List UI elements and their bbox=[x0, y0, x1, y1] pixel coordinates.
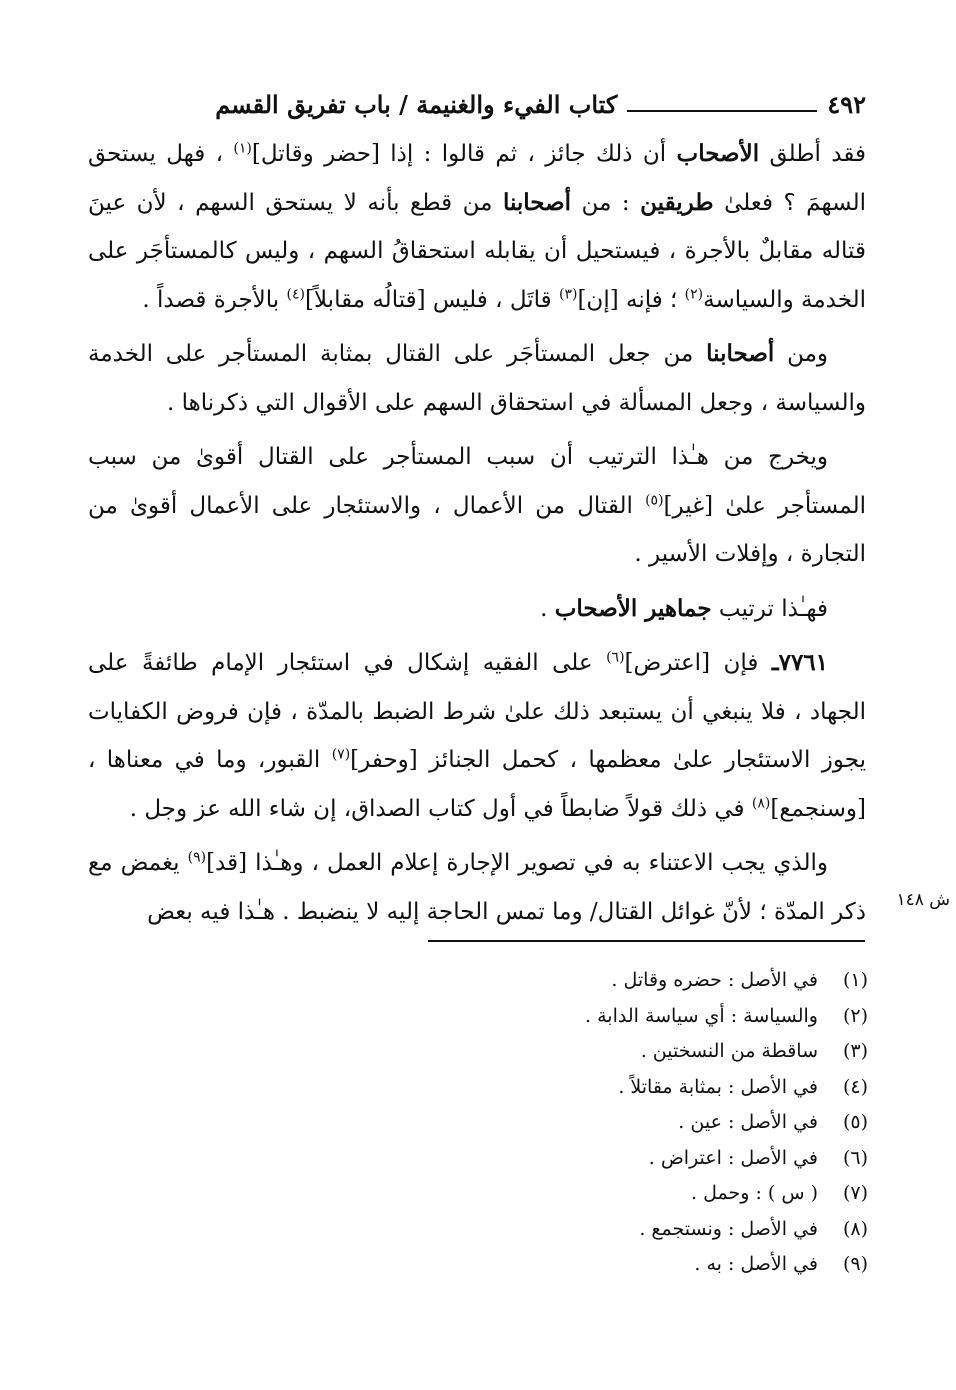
text-run: في ذلك قولاً ضابطاً في أول كتاب الصداق، إن شاء الله عز وجل . bbox=[129, 795, 752, 822]
footnote-text: في الأصل : عين . bbox=[678, 1111, 818, 1133]
footnote-number: (٢) bbox=[842, 1004, 868, 1027]
footnote-text: في الأصل : حضره وقاتل . bbox=[611, 969, 818, 991]
footnote-number: (٦) bbox=[842, 1146, 868, 1169]
bold-term: أصحابنا bbox=[706, 340, 775, 367]
paragraph-3 bbox=[88, 433, 866, 579]
main-text bbox=[88, 130, 866, 942]
paragraph-6 bbox=[88, 839, 866, 936]
bold-term: الأصحاب bbox=[676, 140, 760, 167]
footnote-ref: (١) bbox=[233, 140, 252, 157]
footnote-item bbox=[500, 999, 868, 1035]
footnote-item bbox=[500, 1034, 868, 1070]
text-run: القبور، وما في معناها ، [وسنجمع] bbox=[88, 747, 866, 822]
bold-term: طريقين bbox=[640, 188, 714, 216]
paragraph-5 bbox=[88, 639, 866, 833]
text-run: من قطع بأنه لا يستحق السهم ، لأن عينَ قتاله مقابلٌ بالأجرة ، فيستحيل أن يقابله استحقاقُ السهم ، وليس كالمستأجَر على الخدمة والسياسة bbox=[88, 189, 866, 313]
manuscript-folio-note: ش ١٤٨ bbox=[896, 890, 950, 910]
text-run: يغمض مع ذكر المدّة ؛ لأنّ غوائل القتال/ وما تمس الحاجة إليه لا ينضبط . هـٰذا فيه بعض bbox=[88, 850, 866, 925]
text-run: بالأجرة قصداً . bbox=[142, 286, 287, 313]
text-run: فقد أطلق bbox=[759, 141, 866, 167]
header-rule bbox=[627, 96, 817, 112]
footnote-ref: (٨) bbox=[751, 794, 771, 811]
footnote-number: (٥) bbox=[842, 1111, 868, 1133]
footnote-text: في الأصل : ونستجمع . bbox=[639, 1217, 818, 1240]
running-title: كتاب الفيء والغنيمة / باب تفريق القسم bbox=[215, 89, 618, 119]
text-run: من جعل المستأجَر على القتال بمثابة المستأجر على الخدمة والسياسة ، وجعل المسألة في استحقاق السهم على الأقوال التي ذكرناها . bbox=[88, 341, 866, 416]
footnote-ref: (٢) bbox=[684, 285, 704, 302]
text-run: ويخرج من هـٰذا الترتيب أن سبب المستأجر على القتال أقوىٰ من سبب المستأجر علىٰ [غير] bbox=[88, 444, 866, 519]
footnotes-list bbox=[500, 963, 868, 1283]
section-number: ٧٧٦١ـ bbox=[771, 649, 829, 676]
text-run: والذي يجب الاعتناء به في تصوير الإجارة إعلام العمل ، وهـٰذا [قد] bbox=[206, 850, 828, 876]
footnote-ref: (٤) bbox=[286, 285, 305, 302]
footnote-item bbox=[500, 1141, 868, 1177]
text-run: ومن bbox=[774, 341, 829, 367]
footnote-text: في الأصل : بمثابة مقاتلاً . bbox=[618, 1075, 818, 1098]
footnote-text: ( س ) : وحمل . bbox=[691, 1182, 818, 1204]
footnote-text: والسياسة : أي سياسة الدابة . bbox=[585, 1004, 818, 1027]
footnote-item bbox=[500, 1212, 868, 1248]
footnote-item bbox=[500, 1105, 868, 1141]
footnote-number: (١) bbox=[842, 969, 868, 991]
footnote-ref: (٧) bbox=[331, 746, 351, 763]
text-run: فهـٰذا ترتيب bbox=[711, 595, 828, 622]
footnote-text: في الأصل : به . bbox=[694, 1253, 818, 1275]
footnote-ref: (٦) bbox=[606, 649, 625, 666]
paragraph-1 bbox=[88, 130, 866, 324]
footnote-item bbox=[500, 963, 868, 999]
footnote-number: (٨) bbox=[842, 1217, 868, 1240]
text-run: فإن [اعترض] bbox=[624, 650, 772, 676]
footnote-text: ساقطة من النسختين . bbox=[640, 1040, 818, 1062]
text-run: . bbox=[540, 595, 555, 622]
footnote-ref: (٩) bbox=[187, 849, 207, 866]
page-number: ٤٩٢ bbox=[827, 89, 866, 119]
footnote-number: (٩) bbox=[842, 1253, 868, 1275]
footnote-item bbox=[500, 1247, 868, 1283]
footnote-ref: (٥) bbox=[645, 491, 664, 508]
page-header bbox=[90, 84, 866, 124]
text-run: أن ذلك جائز ، ثم قالوا : إذا [حضر وقاتل] bbox=[251, 141, 677, 167]
text-run: ؛ فإنه [إن] bbox=[577, 286, 685, 313]
footnote-item bbox=[500, 1070, 868, 1106]
paragraph-4 bbox=[88, 585, 866, 634]
footnote-divider bbox=[428, 940, 865, 942]
text-run: قاتَل ، فليس [قتالُه مقابلاً] bbox=[304, 286, 559, 313]
text-run: : من bbox=[571, 189, 641, 216]
bold-term: جماهير الأصحاب bbox=[554, 594, 712, 622]
footnote-number: (٤) bbox=[842, 1075, 868, 1098]
footnote-ref: (٣) bbox=[558, 285, 578, 302]
text-run: ، فهل يستحق السهمَ ؟ فعلىٰ bbox=[88, 141, 866, 216]
paragraph-2 bbox=[88, 330, 866, 427]
footnote-number: (٣) bbox=[842, 1040, 868, 1062]
footnote-number: (٧) bbox=[842, 1182, 868, 1204]
footnote-text: في الأصل : اعتراض . bbox=[648, 1146, 818, 1169]
text-run: القتال من الأعمال ، والاستئجار على الأعمال أقوىٰ من التجارة ، وإفلات الأسير . bbox=[88, 492, 866, 567]
text-run: على الفقيه إشكال في استئجار الإمام طائفةً على الجهاد ، فلا ينبغي أن يستبعد ذلك علىٰ شرط الضبط بالمدّة ، فإن فروض الكفايات يجوز الاستئجار علىٰ معظمها ، كحمل الجنائز [وحفر] bbox=[88, 650, 866, 773]
footnote-item bbox=[500, 1176, 868, 1212]
bold-term: أصحابنا bbox=[502, 188, 572, 216]
